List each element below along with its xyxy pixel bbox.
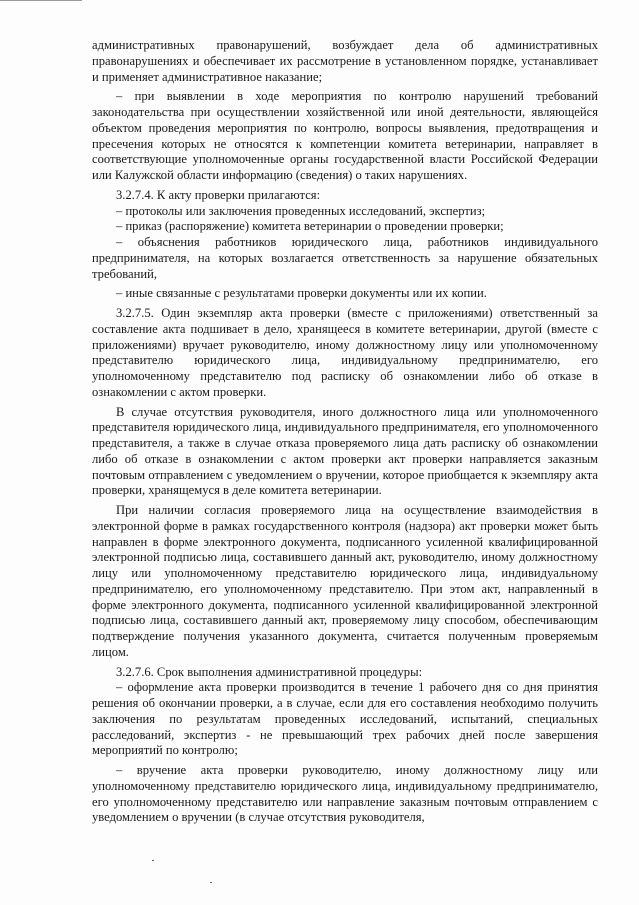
paragraph-3-2-7-5: 3.2.7.5. Один экземпляр акта проверки (вместе с приложениями) ответственный за составление акта подшивает в дело, хранящееся в комитете ветеринарии, другой (вместе с приложениями) вручает руководителю, иному должностному лицу или уполномоченному представителю юридического лица, индивидуальному предпринимателю, его уполномоченному представителю под расписку об ознакомлении либо об отказе в ознакомлении с актом проверки.: [92, 306, 598, 399]
paragraph-admin-offenses: административных правонарушений, возбуждает дела об административных правонарушениях и обеспечивает их рассмотрение в установленном порядке, устанавливает и применяет административное наказание;: [92, 38, 598, 84]
list-item-other-documents: – иные связанные с результатами проверки документы или их копии.: [116, 286, 487, 301]
top-edge-rule: [0, 0, 82, 1]
list-item-protocols: – протоколы или заключения проведенных исследований, экспертиз;: [116, 203, 486, 218]
paragraph-absence-of-head: В случае отсутствия руководителя, иного должностного лица или уполномоченного представителя юридического лица, индивидуального предпринимателя, его уполномоченного представителя, а также в случае отказа проверяемого лица дать расписку об ознакомлении либо об отказе в ознакомлении с актом проверки акт проверки направляется заказным почтовым отправлением с уведомлением о вручении, которое приобщается к экземпляру акта проверки, хранящемуся в деле комитета ветеринарии.: [92, 404, 598, 498]
document-body: [92, 38, 598, 830]
list-item-act-drafting-term: – оформление акта проверки производится в течение 1 рабочего дня со дня принятия решения об окончании проверки, а в случае, если для его составления необходимо получить заключения по результатам проведенных исследований, испытаний, специальных расследований, экспертиз - не превышающий трех рабочих дней после завершения мероприятий по контролю;: [92, 680, 598, 758]
paragraph-violations-found: – при выявлении в ходе мероприятия по контролю нарушений требований законодательства при осуществлении хозяйственной или иной деятельности, являющейся объектом проведения мероприятия по контролю, вопросы выявления, предотвращения и пресечения которых не относятся к компетенции комитета ветеринарии, направляет в соответствующие уполномоченные органы государственной власти Российской Федерации или Калужской области информацию (сведения) о таких нарушениях.: [92, 89, 598, 182]
list-item-explanations: – объяснения работников юридического лица, работников индивидуального предпринимателя, на которых возлагается ответственность за нарушение обязательных требований,: [92, 235, 598, 281]
paragraph-3-2-7-4-heading: 3.2.7.4. К акту проверки прилагаются:: [116, 187, 321, 202]
list-item-order: – приказ (распоряжение) комитета ветеринарии о проведении проверки;: [116, 219, 504, 234]
scan-speck: [152, 860, 154, 861]
paragraph-3-2-7-6-heading: 3.2.7.6. Срок выполнения административной процедуры:: [116, 664, 423, 679]
list-item-act-delivery: – вручение акта проверки руководителю, иному должностному лицу или уполномоченному представителю юридического лица, индивидуальному предпринимателю, его уполномоченному представителю или направление заказным почтовым отправлением с уведомлением о вручении (в случае отсутствия руководителя,: [92, 763, 598, 825]
paragraph-electronic-form: При наличии согласия проверяемого лица на осуществление взаимодействия в электронной форме в рамках государственного контроля (надзора) акт проверки может быть направлен в форме электронного документа, подписанного усиленной квалифицированной электронной подписью лица, составившего данный акт, руководителю, иному должностному лицу или уполномоченному представителю юридического лица, индивидуальному предпринимателю, его уполномоченному представителю. При этом акт, направленный в форме электронного документа, подписанного усиленной квалифицированной электронной подписью лица, составившего данный акт, проверяемому лицу способом, обеспечивающим подтверждение получения указанного документа, считается полученным проверяемым лицом.: [92, 503, 598, 659]
scan-speck: [210, 882, 212, 883]
